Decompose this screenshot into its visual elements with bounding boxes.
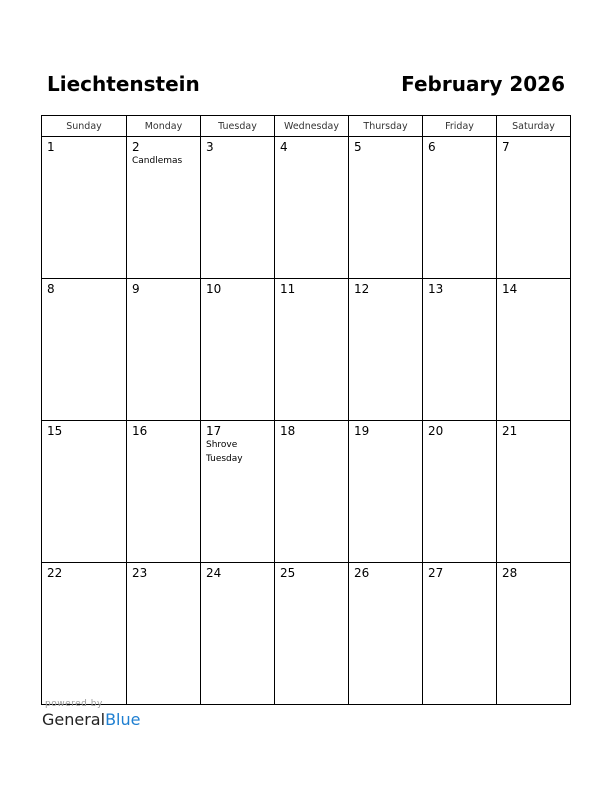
- day-number: 5: [354, 140, 362, 154]
- logo-general-text: General: [42, 710, 106, 729]
- logo-blue-text: Blue: [105, 710, 141, 729]
- day-number: 23: [132, 566, 148, 580]
- weekday-saturday: Saturday: [497, 116, 571, 137]
- day-cell: [127, 563, 201, 705]
- day-cell: [127, 421, 201, 563]
- day-number: 7: [502, 140, 510, 154]
- weekday-sunday: Sunday: [42, 116, 127, 137]
- day-cell: [275, 563, 349, 705]
- country-title: Liechtenstein: [47, 72, 200, 96]
- weekday-friday: Friday: [423, 116, 497, 137]
- day-cell: [42, 137, 127, 279]
- day-number: 10: [206, 282, 222, 296]
- day-number: 12: [354, 282, 370, 296]
- day-cell: [201, 137, 275, 279]
- week-row-3: [42, 421, 571, 563]
- day-number: 22: [47, 566, 63, 580]
- day-cell: [423, 137, 497, 279]
- day-number: 25: [280, 566, 296, 580]
- day-cell: [42, 421, 127, 563]
- weekday-monday: Monday: [127, 116, 201, 137]
- day-number: 6: [428, 140, 436, 154]
- day-cell: [201, 563, 275, 705]
- day-number: 19: [354, 424, 370, 438]
- day-cell: [201, 279, 275, 421]
- day-cell: [42, 563, 127, 705]
- week-row-2: [42, 279, 571, 421]
- day-number: 4: [280, 140, 288, 154]
- day-cell: [423, 279, 497, 421]
- day-number: 11: [280, 282, 296, 296]
- day-number: 9: [132, 282, 140, 296]
- week-row-1: [42, 137, 571, 279]
- day-number: 16: [132, 424, 148, 438]
- day-number: 8: [47, 282, 55, 296]
- day-number: 1: [47, 140, 55, 154]
- day-number: 26: [354, 566, 370, 580]
- day-number: 15: [47, 424, 63, 438]
- month-title: February 2026: [401, 72, 565, 96]
- powered-by-text: powered by: [45, 699, 103, 709]
- generalblue-logo[interactable]: [42, 710, 140, 730]
- weekday-thursday: Thursday: [349, 116, 423, 137]
- day-cell: [349, 137, 423, 279]
- day-cell: [275, 279, 349, 421]
- day-number: 17: [206, 424, 222, 438]
- day-cell: [423, 421, 497, 563]
- day-cell: [127, 279, 201, 421]
- day-number: 18: [280, 424, 296, 438]
- day-cell: [275, 137, 349, 279]
- day-number: 20: [428, 424, 444, 438]
- week-row-4: [42, 563, 571, 705]
- weekday-header-row: [42, 116, 571, 137]
- day-cell: [349, 279, 423, 421]
- day-cell: [201, 421, 275, 563]
- day-number: 21: [502, 424, 518, 438]
- day-number: 13: [428, 282, 444, 296]
- day-cell: [497, 137, 571, 279]
- holiday-label: Shrove Tuesday: [206, 440, 243, 464]
- day-cell: [349, 563, 423, 705]
- weekday-tuesday: Tuesday: [201, 116, 275, 137]
- day-number: 24: [206, 566, 222, 580]
- day-cell: [497, 563, 571, 705]
- day-number: 28: [502, 566, 518, 580]
- calendar-grid: [41, 115, 571, 705]
- day-cell: [275, 421, 349, 563]
- day-cell: [349, 421, 423, 563]
- day-cell: [423, 563, 497, 705]
- day-number: 3: [206, 140, 214, 154]
- day-number: 2: [132, 140, 140, 154]
- weekday-wednesday: Wednesday: [275, 116, 349, 137]
- day-cell: [42, 279, 127, 421]
- day-cell: [497, 421, 571, 563]
- holiday-label: Candlemas: [132, 156, 183, 166]
- day-cell: [127, 137, 201, 279]
- day-number: 14: [502, 282, 518, 296]
- day-number: 27: [428, 566, 444, 580]
- day-cell: [497, 279, 571, 421]
